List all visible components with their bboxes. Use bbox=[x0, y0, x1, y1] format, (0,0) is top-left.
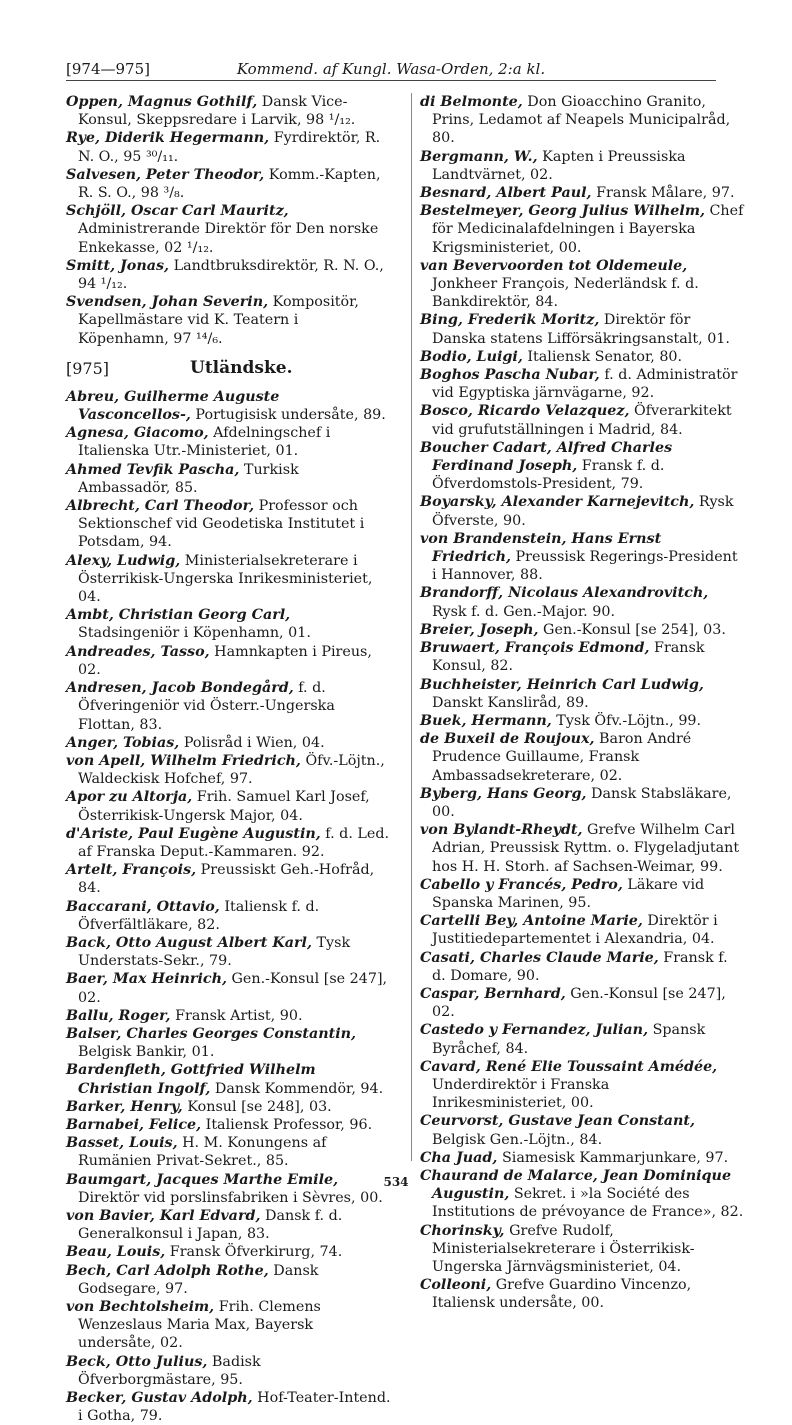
page-header bbox=[66, 58, 716, 81]
left-top-entries bbox=[66, 93, 391, 348]
entry-details: Fyrdirektör, R. N. O., 95 ³⁰/₁₁. bbox=[78, 130, 381, 165]
entry-details: Hof-Teater-Intend. i Gotha, 79. bbox=[78, 1390, 391, 1425]
entry-name: di Belmonte, bbox=[420, 94, 523, 110]
entry-details: Jonkheer François, Nederländsk f. d. Bankdirektör, 84. bbox=[432, 276, 699, 311]
entry-name: Smitt, Jonas, bbox=[66, 257, 170, 274]
entry bbox=[66, 293, 391, 348]
entry bbox=[420, 184, 745, 202]
entry-name: Byberg, Hans Georg, bbox=[420, 785, 587, 802]
entry-name: Bech, Carl Adolph Rothe, bbox=[66, 1262, 269, 1279]
entry-name: Salvesen, Peter Theodor, bbox=[66, 166, 265, 183]
entry-details: Kompositör, Kapellmästare vid K. Teatern i Köpenhamn, 97 ¹⁴/₆. bbox=[78, 294, 359, 347]
entry bbox=[66, 1298, 391, 1353]
entry-name: Apor zu Altorja, bbox=[66, 789, 193, 806]
entry bbox=[66, 1262, 391, 1298]
entry-name: Bestelmeyer, Georg Julius Wilhelm, bbox=[420, 203, 705, 220]
entry-name: Ceurvorst, Gustave Jean Constant, bbox=[420, 1113, 695, 1130]
entry-details: Italiensk f. d. Öfverfältläkare, 82. bbox=[78, 898, 320, 933]
entry-name: Becker, Gustav Adolph, bbox=[66, 1390, 253, 1407]
entry-details: Administrerande Direktör för Den norske Enkekasse, 02 ¹/₁₂. bbox=[78, 221, 379, 256]
entry-name: Ambt, Christian Georg Carl, bbox=[66, 607, 291, 624]
entry-name: von Brandenstein, Hans Ernst Friedrich, bbox=[420, 530, 662, 566]
entry-details: Preussisk Regerings-President i Hannover, 88. bbox=[432, 549, 738, 584]
entry bbox=[420, 676, 745, 712]
entry-details: f. d. Led. af Franska Deput.-Kammaren. 92. bbox=[78, 825, 390, 860]
entry-details: f. d. Administratör vid Egyptiska järnvägarne, 92. bbox=[432, 367, 738, 402]
entry-name: Alexy, Ludwig, bbox=[66, 552, 181, 569]
entry-name: Back, Otto August Albert Karl, bbox=[66, 934, 312, 951]
entry-name: von Bavier, Karl Edvard, bbox=[66, 1207, 261, 1224]
entry-name: Bruwaert, François Edmond, bbox=[420, 640, 650, 657]
entry-details: Stadsingeniör i Köpenhamn, 01. bbox=[78, 625, 311, 642]
entry-details: Gen.-Konsul [se 247], 02. bbox=[432, 985, 726, 1021]
entry bbox=[420, 584, 745, 620]
entry-details: Grefve Rudolf, Ministerialsekreterare i Österrikisk-Ungerska Järnvägsministeriet, 04. bbox=[432, 1222, 695, 1275]
entry bbox=[420, 876, 745, 912]
entry bbox=[66, 934, 391, 970]
entry-name: Buek, Hermann, bbox=[420, 712, 552, 729]
entry bbox=[66, 257, 391, 293]
entry-name: d'Ariste, Paul Eugène Augustin, bbox=[66, 825, 321, 842]
section-title: Utländske. bbox=[190, 357, 293, 378]
entry bbox=[66, 424, 391, 460]
column-divider bbox=[411, 93, 412, 1161]
entry-details: H. M. Konungens af Rumänien Privat-Sekret., 85. bbox=[78, 1135, 327, 1170]
entry-details: Baron André Prudence Guillaume, Fransk Ambassadsekreterare, 02. bbox=[432, 731, 692, 784]
entry-details: Gen.-Konsul [se 254], 03. bbox=[538, 621, 726, 638]
entry-details: Badisk Öfverborgmästare, 95. bbox=[78, 1353, 261, 1388]
entry bbox=[66, 1098, 391, 1116]
entry-details: Dansk Stabsläkare, 00. bbox=[432, 785, 732, 820]
entry bbox=[420, 1021, 745, 1057]
entry bbox=[66, 898, 391, 934]
entry-details: Rysk Öfverste, 90. bbox=[432, 494, 734, 529]
entry-details: Italiensk Professor, 96. bbox=[201, 1116, 373, 1133]
entry-details: Kapten i Preussiska Landtvärnet, 02. bbox=[432, 148, 686, 183]
entry-details: f. d. Öfveringeniör vid Österr.-Ungerska Flottan, 83. bbox=[78, 680, 335, 733]
entry-name: Balser, Charles Georges Constantin, bbox=[66, 1025, 357, 1042]
entry bbox=[66, 1353, 391, 1389]
entry bbox=[420, 1112, 745, 1148]
entry-details: Ministerialsekreterare i Österrikisk-Ungerska Inrikesministeriet, 04. bbox=[78, 552, 373, 606]
entry-name: Andresen, Jacob Bondegård, bbox=[66, 680, 294, 697]
page-range: [974—975] bbox=[66, 60, 150, 78]
entry-name: Brandorff, Nicolaus Alexandrovitch, bbox=[420, 585, 709, 602]
entry-details: Turkisk Ambassadör, 85. bbox=[78, 461, 299, 496]
entry-name: Breier, Joseph, bbox=[420, 621, 539, 638]
entry-details: Komm.-Kapten, R. S. O., 98 ³/₈. bbox=[78, 166, 381, 202]
entry-name: Chorinsky, bbox=[420, 1222, 505, 1239]
entry-name: Artelt, François, bbox=[66, 862, 197, 879]
entry-details: Läkare vid Spanska Marinen, 95. bbox=[432, 876, 705, 911]
entry-name: Bardenfleth, Gottfried Wilhelm Christian Ingolf, bbox=[66, 1062, 316, 1097]
entry-details: Fransk Öfverkirurg, 74. bbox=[165, 1244, 343, 1261]
entry-name: Agnesa, Giacomo, bbox=[66, 425, 209, 442]
entry-details: Portugisisk undersåte, 89. bbox=[190, 407, 386, 424]
entry bbox=[66, 166, 391, 202]
page-number: 534 bbox=[383, 1175, 409, 1189]
entry bbox=[420, 1058, 745, 1113]
entry-details: Direktör för Danska statens Lifförsäkringsanstalt, 01. bbox=[432, 312, 730, 347]
entry bbox=[420, 530, 745, 585]
entry bbox=[420, 257, 745, 312]
entry-name: Baccarani, Ottavio, bbox=[66, 898, 220, 915]
entry-details: Grefve Wilhelm Carl Adrian, Preussisk Ryttm. o. Flygeladjutant hos H. H. Storh. af Sachsen-Weimar, 99. bbox=[432, 822, 740, 875]
entry-name: Basset, Louis, bbox=[66, 1135, 178, 1152]
entry bbox=[66, 1134, 391, 1170]
entry bbox=[420, 821, 745, 876]
entry-details: Dansk f. d. Generalkonsul i Japan, 83. bbox=[78, 1207, 343, 1243]
entry-name: Cavard, René Elie Toussaint Amédée, bbox=[420, 1058, 718, 1075]
entry bbox=[66, 497, 391, 552]
entry bbox=[420, 202, 745, 257]
entry-details: Direktör i Justitiedepartementet i Alexandria, 04. bbox=[432, 913, 718, 948]
entry bbox=[66, 388, 391, 424]
entry bbox=[420, 348, 745, 366]
entry-name: Svendsen, Johan Severin, bbox=[66, 294, 269, 311]
entry-name: Abreu, Guilherme Auguste Vasconcellos-, bbox=[66, 388, 280, 424]
entry-details: Konsul [se 248], 03. bbox=[182, 1098, 332, 1115]
entry bbox=[66, 970, 391, 1006]
entry-details: Belgisk Gen.-Löjtn., 84. bbox=[432, 1131, 603, 1148]
entry-details: Dansk Godsegare, 97. bbox=[78, 1262, 319, 1297]
entry bbox=[420, 1276, 745, 1312]
entry-details: Direktör vid porslinsfabriken i Sèvres, 00. bbox=[78, 1189, 383, 1206]
entry bbox=[420, 785, 745, 821]
entry-name: Casati, Charles Claude Marie, bbox=[420, 949, 659, 966]
entry-name: Cartelli Bey, Antoine Marie, bbox=[420, 913, 643, 930]
entry-name: Barnabei, Felice, bbox=[66, 1116, 202, 1133]
entry-details: Fransk Konsul, 82. bbox=[432, 640, 705, 675]
entry-name: Baer, Max Heinrich, bbox=[66, 971, 227, 988]
entry-details: Don Gioacchino Granito, Prins, Ledamot af Neapels Municipalråd, 80. bbox=[432, 94, 731, 147]
entry bbox=[420, 366, 745, 402]
entry-details: Öfv.-Löjtn., Waldeckisk Hofchef, 97. bbox=[78, 752, 385, 788]
entry-name: Ballu, Roger, bbox=[66, 1007, 171, 1024]
entry bbox=[420, 712, 745, 730]
entry bbox=[66, 734, 391, 752]
entry-details: Afdelningschef i Italienska Utr.-Ministeriet, 01. bbox=[78, 425, 331, 460]
entry-details: Polisråd i Wien, 04. bbox=[179, 734, 325, 751]
section-number: [975] bbox=[66, 358, 110, 378]
entry-details: Tysk Öfv.-Löjtn., 99. bbox=[551, 712, 702, 729]
entry-name: Rye, Diderik Hegermann, bbox=[66, 130, 270, 147]
entry bbox=[66, 752, 391, 788]
entry bbox=[420, 93, 745, 148]
entry bbox=[66, 825, 391, 861]
entry bbox=[66, 129, 391, 165]
entry-name: von Bechtolsheim, bbox=[66, 1299, 215, 1315]
entry-name: Bodio, Luigi, bbox=[420, 348, 523, 365]
entry-name: Baumgart, Jacques Marthe Emile, bbox=[66, 1171, 339, 1188]
right-entries bbox=[420, 93, 745, 1313]
entry-details: Underdirektör i Franska Inrikesministeriet, 00. bbox=[432, 1076, 610, 1112]
entry-details: Frih. Clemens Wenzeslaus Maria Max, Bayersk undersåte, 02. bbox=[78, 1299, 321, 1352]
entry-name: Chaurand de Malarce, Jean Dominique Augustin, bbox=[420, 1167, 732, 1203]
entry-name: Oppen, Magnus Gothilf, bbox=[66, 94, 258, 110]
entry-name: Colleoni, bbox=[420, 1277, 492, 1294]
entry-details: Siamesisk Kammarjunkare, 97. bbox=[497, 1149, 729, 1166]
entry-details: Fransk f. d. Öfverdomstols-President, 79. bbox=[432, 458, 665, 493]
entry-name: Beau, Louis, bbox=[66, 1244, 166, 1261]
entry bbox=[420, 621, 745, 639]
entry bbox=[66, 643, 391, 679]
entry-details: Preussiskt Geh.-Hofråd, 84. bbox=[78, 862, 375, 897]
right-column bbox=[420, 93, 745, 1313]
entry-name: Cabello y Francés, Pedro, bbox=[420, 876, 623, 893]
entry bbox=[66, 1061, 391, 1097]
entry-details: Sekret. i »la Société des Institutions de prévoyance de France», 82. bbox=[432, 1186, 744, 1221]
entry-details: Hamnkapten i Pireus, 02. bbox=[78, 643, 372, 678]
entry-name: Ahmed Tevfik Pascha, bbox=[66, 461, 240, 478]
left-column bbox=[66, 93, 391, 1425]
entry-details: Fransk Artist, 90. bbox=[170, 1007, 303, 1024]
entry bbox=[420, 730, 745, 785]
entry bbox=[420, 912, 745, 948]
entry-details: Dansk Vice-Konsul, Skeppsredare i Larvik, 98 ¹/₁₂. bbox=[78, 94, 356, 129]
entry bbox=[66, 202, 391, 257]
entry-name: Caspar, Bernhard, bbox=[420, 985, 566, 1002]
entry bbox=[66, 861, 391, 897]
entry-details: Spansk Byråchef, 84. bbox=[432, 1022, 706, 1057]
entry bbox=[66, 606, 391, 642]
entry-details: Frih. Samuel Karl Josef, Österrikisk-Ungersk Major, 04. bbox=[78, 789, 370, 824]
running-title: Kommend. af Kungl. Wasa-Orden, 2:a kl. bbox=[236, 60, 546, 78]
entry bbox=[66, 93, 391, 129]
entry-details: Italiensk Senator, 80. bbox=[522, 348, 683, 365]
entry-name: Beck, Otto Julius, bbox=[66, 1353, 208, 1370]
entry-name: Boucher Cadart, Alfred Charles Ferdinand Joseph, bbox=[420, 439, 673, 475]
entry bbox=[66, 679, 391, 734]
entry bbox=[420, 949, 745, 985]
entry-name: von Bylandt-Rheydt, bbox=[420, 822, 583, 839]
entry bbox=[420, 439, 745, 494]
entry-details: Professor och Sektionschef vid Geodetiska Institutet i Potsdam, 94. bbox=[78, 498, 365, 551]
section-heading bbox=[66, 357, 391, 382]
entry-name: Barker, Henry, bbox=[66, 1098, 183, 1115]
entry-details: Grefve Guardino Vincenzo, Italiensk undersåte, 00. bbox=[432, 1277, 692, 1312]
entry bbox=[420, 311, 745, 347]
entry-name: van Bevervoorden tot Oldemeule, bbox=[420, 257, 688, 274]
entry-name: Cha Juad, bbox=[420, 1149, 498, 1166]
entry-details: Chef för Medicinalafdelningen i Bayerska Krigsministeriet, 00. bbox=[432, 203, 744, 256]
entry-details: Fransk f. d. Domare, 90. bbox=[432, 949, 728, 984]
entry-name: Anger, Tobias, bbox=[66, 734, 180, 751]
entry-name: Bergmann, W., bbox=[420, 148, 538, 165]
entry-details: Tysk Understats-Sekr., 79. bbox=[78, 934, 351, 970]
entry bbox=[420, 402, 745, 438]
entry bbox=[420, 1149, 745, 1167]
entry-name: von Apell, Wilhelm Friedrich, bbox=[66, 752, 301, 769]
entry bbox=[66, 552, 391, 607]
entry-name: de Buxeil de Roujoux, bbox=[420, 731, 595, 748]
entry-details: Belgisk Bankir, 01. bbox=[78, 1044, 215, 1061]
entry-details: Dansk Kommendör, 94. bbox=[210, 1080, 384, 1097]
entry-name: Castedo y Fernandez, Julian, bbox=[420, 1022, 649, 1039]
entry-name: Bing, Frederik Moritz, bbox=[420, 312, 600, 329]
entry bbox=[66, 461, 391, 497]
entry bbox=[66, 1007, 391, 1025]
entry bbox=[66, 1243, 391, 1261]
entry bbox=[66, 1389, 391, 1425]
entry bbox=[66, 788, 391, 824]
entry-name: Buchheister, Heinrich Carl Ludwig, bbox=[420, 676, 704, 693]
entry-details: Landtbruksdirektör, R. N. O., 94 ¹/₁₂. bbox=[78, 257, 384, 293]
entry-details: Rysk f. d. Gen.-Major. 90. bbox=[432, 603, 616, 620]
entry bbox=[420, 639, 745, 675]
entry-name: Boyarsky, Alexander Karnejevitch, bbox=[420, 494, 695, 511]
entry bbox=[66, 1116, 391, 1134]
entry-name: Albrecht, Carl Theodor, bbox=[66, 498, 255, 515]
entry bbox=[420, 985, 745, 1021]
entry bbox=[420, 148, 745, 184]
entry-details: Danskt Kansliråd, 89. bbox=[432, 694, 589, 711]
entry-name: Boghos Pascha Nubar, bbox=[420, 367, 600, 384]
entry bbox=[420, 1222, 745, 1277]
left-entries bbox=[66, 388, 391, 1425]
entry-name: Bosco, Ricardo Velazquez, bbox=[420, 403, 630, 420]
entry bbox=[66, 1207, 391, 1243]
entry bbox=[420, 493, 745, 529]
entry-name: Schjöll, Oscar Carl Mauritz, bbox=[66, 203, 289, 220]
entry-details: Fransk Målare, 97. bbox=[591, 185, 735, 202]
entry-name: Andreades, Tasso, bbox=[66, 643, 210, 660]
entry-details: Öfverarkitekt vid grufutställningen i Madrid, 84. bbox=[432, 403, 732, 438]
entry bbox=[66, 1025, 391, 1061]
entry-name: Besnard, Albert Paul, bbox=[420, 185, 592, 202]
entry-details: Gen.-Konsul [se 247], 02. bbox=[78, 971, 388, 1006]
